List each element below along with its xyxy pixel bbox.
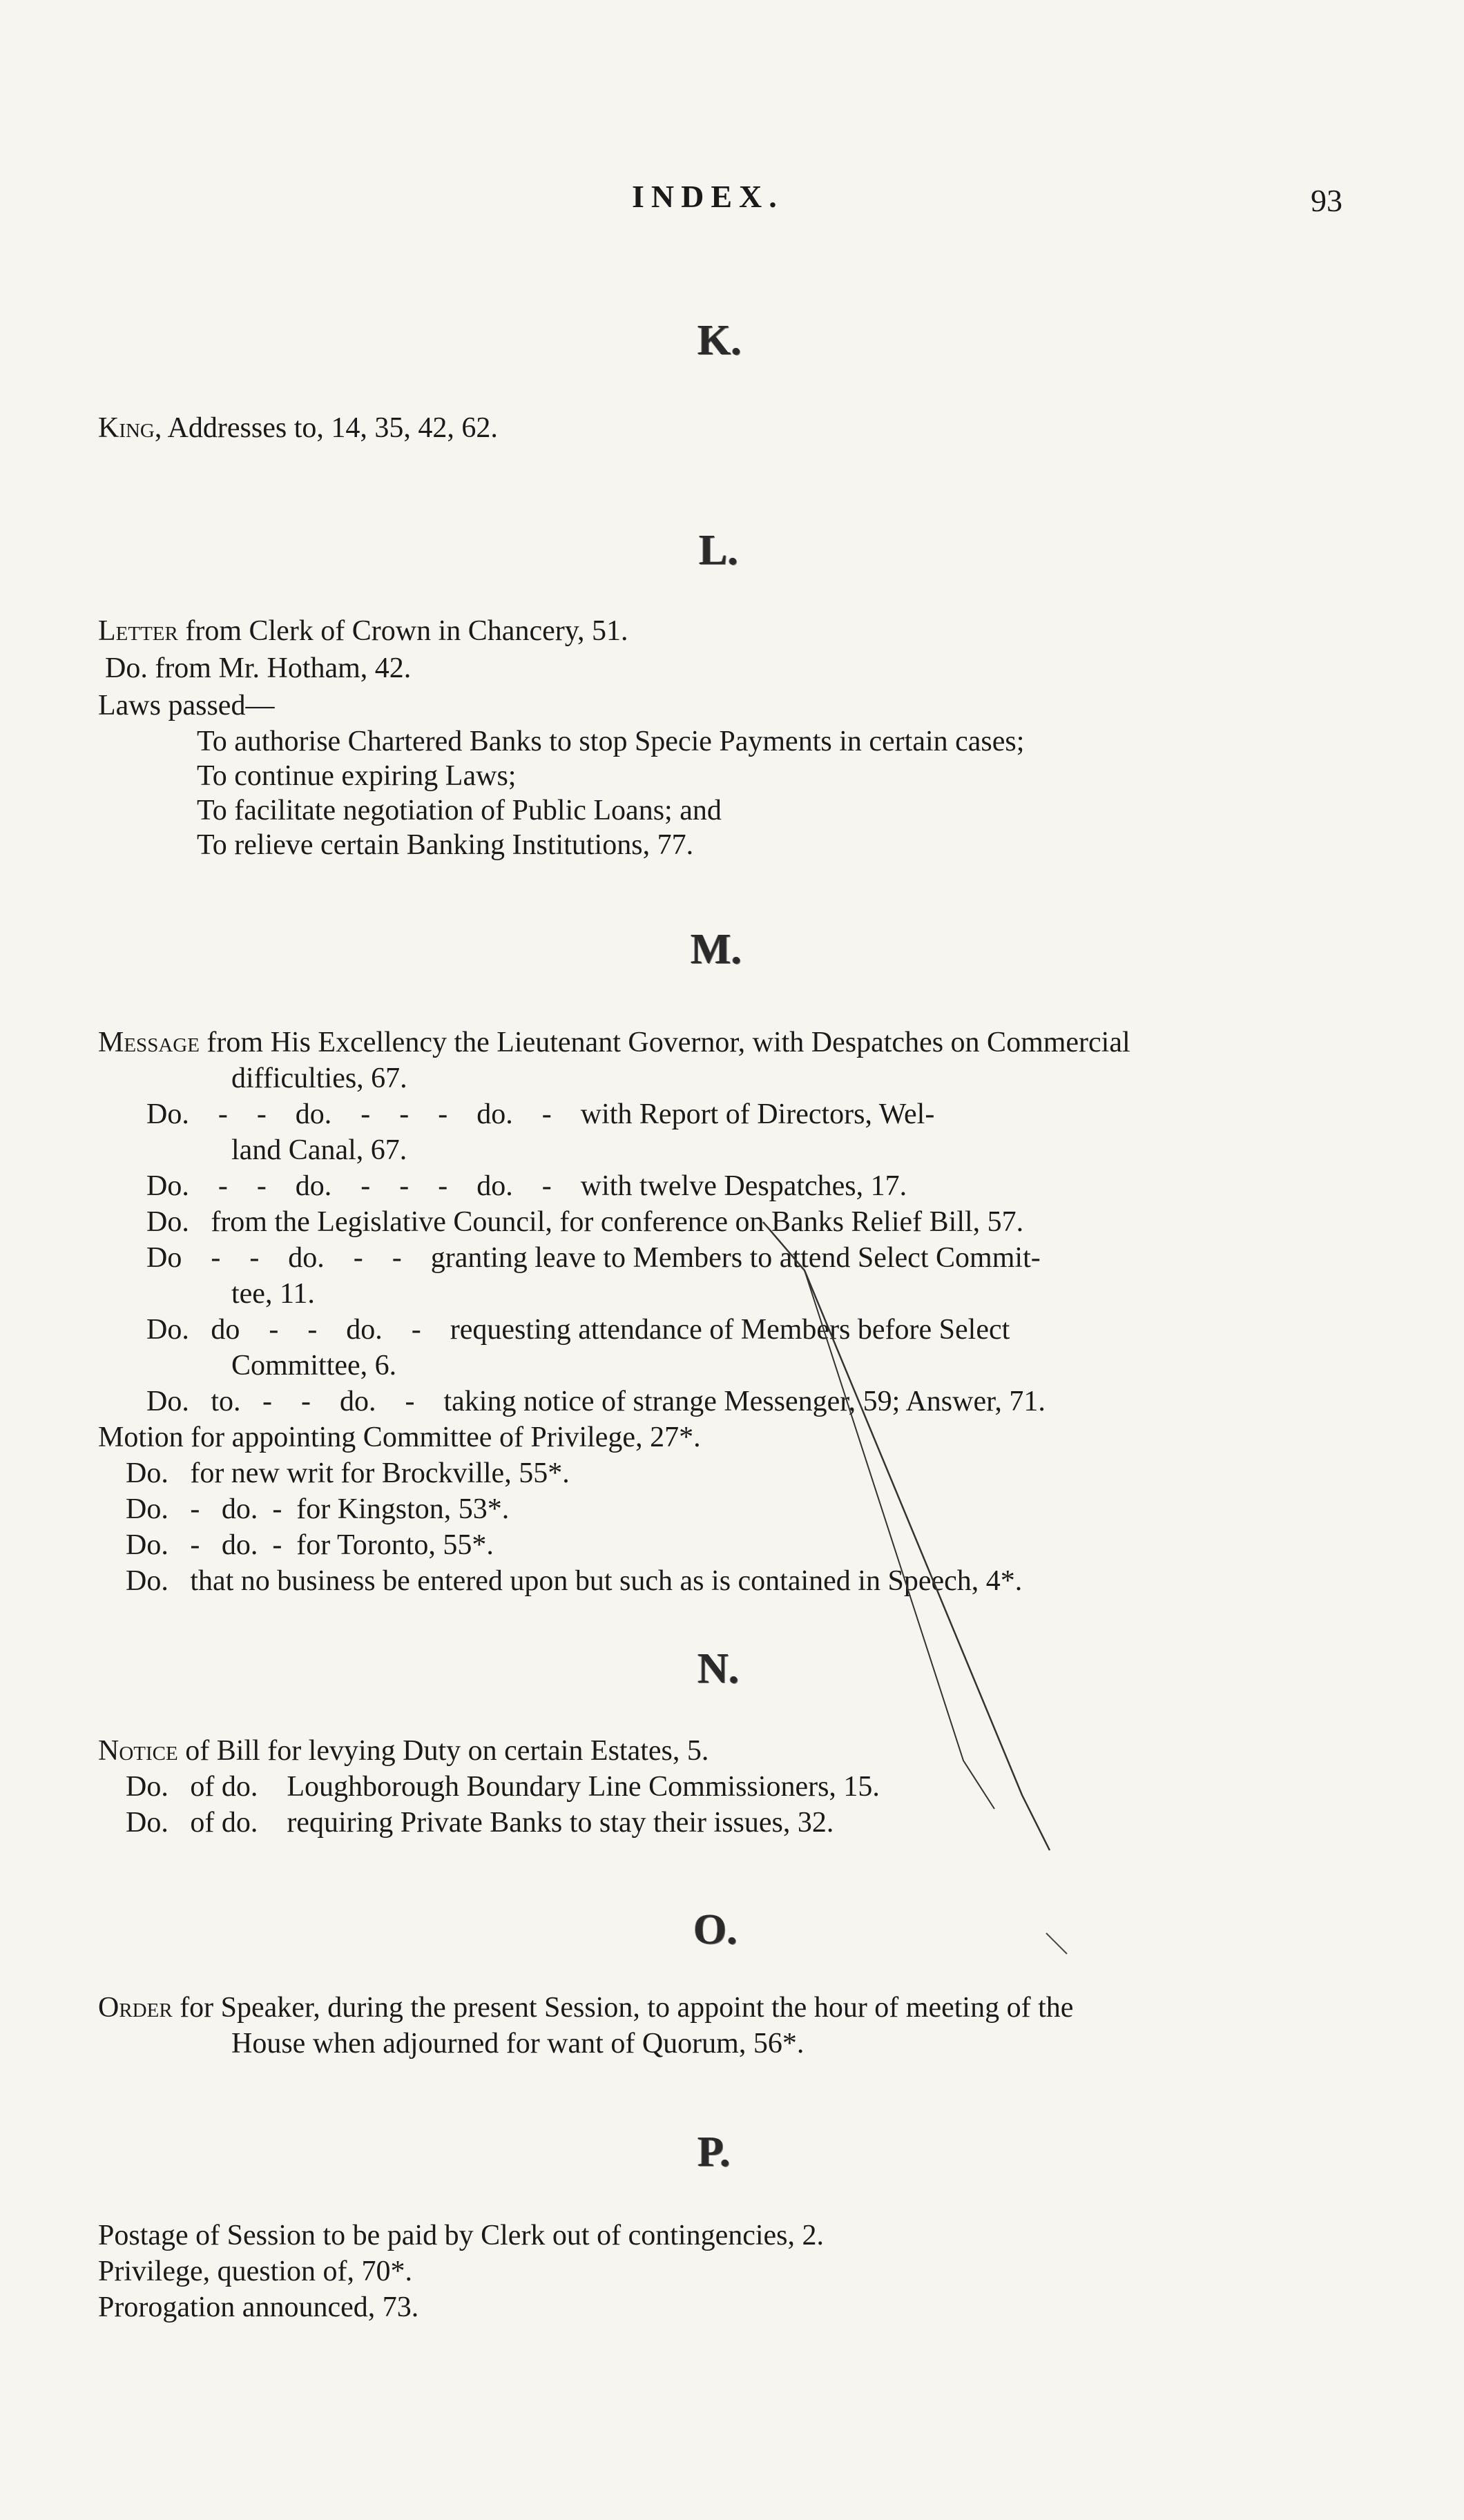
index-subentry: To facilitate negotiation of Public Loans; and: [197, 795, 722, 826]
index-entry-do: Do. from the Legislative Council, for conference on Banks Relief Bill, 57.: [146, 1206, 1024, 1238]
index-entry-do: Do. for new writ for Brockville, 55*.: [126, 1457, 570, 1489]
index-entry-do: Do. that no business be entered upon but such as is contained in Speech, 4*.: [126, 1565, 1023, 1597]
section-letter-l: L.: [699, 527, 738, 574]
index-entry-notice: [98, 1732, 709, 1770]
entry-text: from Clerk of Crown in Chancery, 51.: [177, 615, 628, 647]
index-entry-motion: Motion for appointing Committee of Privilege, 27*.: [98, 1422, 701, 1453]
index-entry-king: [98, 409, 498, 447]
index-entry-continuation: House when adjourned for want of Quorum, 56*.: [231, 2028, 805, 2059]
section-letter-p: P.: [697, 2129, 731, 2175]
index-entry-do: Do. of do. requiring Private Banks to stay their issues, 32.: [126, 1807, 834, 1839]
index-subentry: To authorise Chartered Banks to stop Specie Payments in certain cases;: [197, 726, 1025, 757]
index-subentry: To relieve certain Banking Institutions, 77.: [197, 829, 694, 861]
index-entry-continuation: Committee, 6.: [231, 1350, 397, 1382]
index-entry-letter: [98, 612, 628, 650]
index-entry-laws-passed: Laws passed—: [98, 690, 275, 721]
index-entry-privilege: Privilege, question of, 70*.: [98, 2256, 412, 2287]
entry-headword: Notice: [98, 1735, 178, 1767]
section-letter-o: O.: [693, 1906, 738, 1953]
index-entry-continuation: land Canal, 67.: [231, 1134, 407, 1166]
entry-text: from His Excellency the Lieutenant Governor, with Despatches on Commercial: [199, 1027, 1130, 1058]
index-entry-do: Do. - do. - for Toronto, 55*.: [126, 1529, 494, 1561]
entry-headword: King: [98, 412, 155, 444]
index-entry-postage: Postage of Session to be paid by Clerk out of contingencies, 2.: [98, 2220, 825, 2251]
page-header-title: INDEX.: [632, 179, 784, 214]
index-entry-do: Do. from Mr. Hotham, 42.: [105, 652, 412, 684]
section-letter-n: N.: [697, 1645, 740, 1692]
entry-text: , Addresses to, 14, 35, 42, 62.: [154, 412, 498, 444]
index-entry-do: Do - - do. - - granting leave to Members to attend Select Commit-: [146, 1242, 1041, 1274]
index-entry-do: Do. - do. - for Kingston, 53*.: [126, 1493, 510, 1525]
index-entry-message: [98, 1023, 1130, 1062]
index-entry-do: Do. to. - - do. - taking notice of strange Messenger, 59; Answer, 71.: [146, 1386, 1046, 1417]
index-entry-do: Do. of do. Loughborough Boundary Line Commissioners, 15.: [126, 1771, 880, 1803]
section-letter-m: M.: [691, 926, 742, 973]
entry-text: of Bill for levying Duty on certain Estates, 5.: [177, 1735, 709, 1767]
index-entry-continuation: difficulties, 67.: [231, 1063, 407, 1094]
entry-text: for Speaker, during the present Session, to appoint the hour of meeting of the: [172, 1992, 1074, 2024]
entry-headword: Order: [98, 1992, 173, 2024]
index-subentry: To continue expiring Laws;: [197, 760, 517, 792]
index-entry-continuation: tee, 11.: [231, 1278, 315, 1310]
page-number: 93: [1311, 183, 1342, 218]
entry-headword: Message: [98, 1027, 200, 1058]
index-entry-prorogation: Prorogation announced, 73.: [98, 2291, 419, 2323]
entry-headword: Letter: [98, 615, 178, 647]
index-entry-do: Do. - - do. - - - do. - with twelve Despatches, 17.: [146, 1170, 907, 1202]
index-entry-order: [98, 1988, 1073, 2027]
section-letter-k: K.: [697, 317, 742, 364]
index-entry-do: Do. do - - do. - requesting attendance of Members before Select: [146, 1314, 1010, 1346]
index-entry-do: Do. - - do. - - - do. - with Report of Directors, Wel-: [146, 1098, 935, 1130]
